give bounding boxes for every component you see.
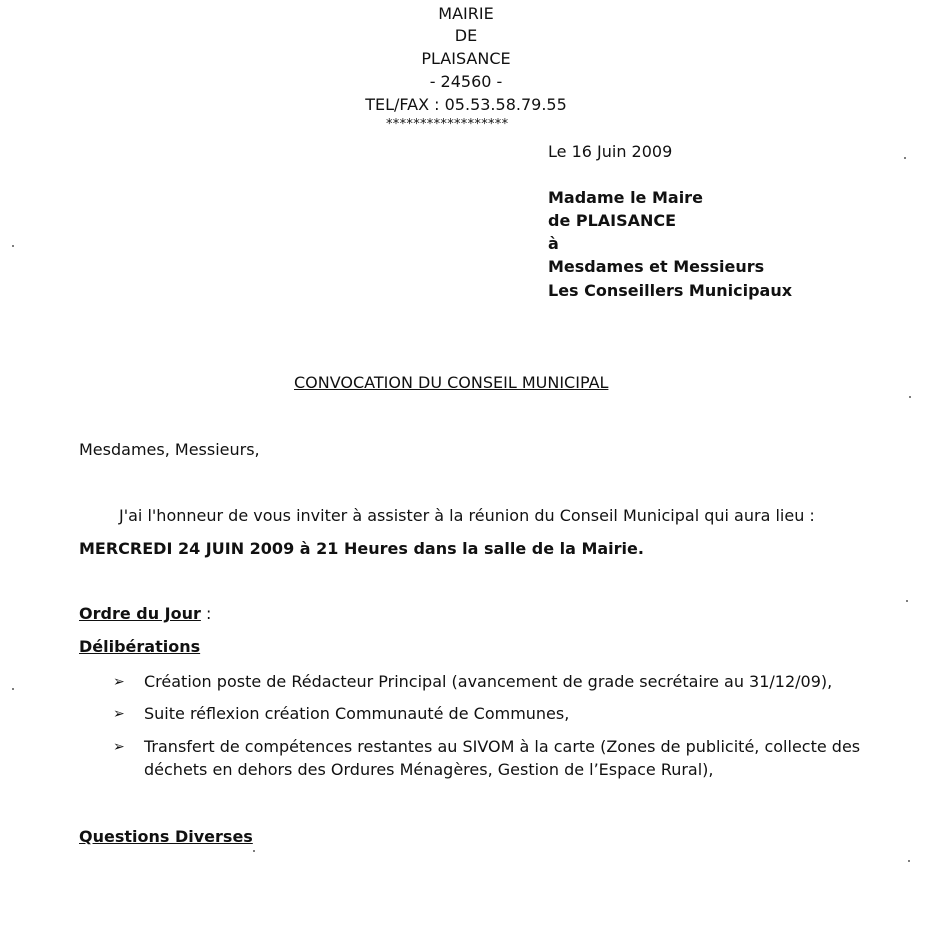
header-postal-code: - 24560 - bbox=[429, 72, 503, 91]
scan-speck bbox=[12, 688, 14, 690]
questions-heading: Questions Diverses bbox=[79, 827, 253, 846]
agenda-item-text: Transfert de compétences restantes au SIVOM à la carte (Zones de publicité, collecte des bbox=[144, 737, 861, 756]
agenda-heading bbox=[79, 603, 211, 625]
scan-speck bbox=[253, 850, 255, 852]
scan-speck bbox=[904, 157, 906, 159]
agenda-heading-colon: : bbox=[200, 604, 212, 623]
arrow-bullet-icon: ➢ bbox=[113, 739, 125, 755]
header-commune: PLAISANCE bbox=[421, 49, 511, 68]
arrow-bullet-icon: ➢ bbox=[113, 706, 125, 722]
header-mairie: MAIRIE bbox=[438, 4, 494, 23]
recipient-line: Mesdames et Messieurs bbox=[548, 257, 765, 276]
agenda-item-text: Suite réflexion création Communauté de Communes, bbox=[144, 704, 570, 723]
document-title: CONVOCATION DU CONSEIL MUNICIPAL bbox=[294, 373, 609, 392]
recipient-councillors: Les Conseillers Municipaux bbox=[548, 281, 793, 300]
header-de: DE bbox=[454, 26, 478, 45]
header-separator-stars: ****************** bbox=[386, 117, 509, 132]
scan-speck bbox=[12, 245, 14, 247]
invitation-text: J'ai l'honneur de vous inviter à assister à la réunion du Conseil Municipal qui aura lieu : bbox=[119, 506, 815, 525]
arrow-bullet-icon: ➢ bbox=[113, 674, 125, 690]
scan-speck bbox=[908, 860, 910, 862]
salutation: Mesdames, Messieurs, bbox=[79, 440, 260, 459]
sender-commune: de PLAISANCE bbox=[548, 211, 677, 230]
meeting-details: MERCREDI 24 JUIN 2009 à 21 Heures dans la salle de la Mairie. bbox=[79, 539, 644, 558]
agenda-item-text: Création poste de Rédacteur Principal (avancement de grade secrétaire au 31/12/09), bbox=[144, 672, 833, 691]
letter-date: Le 16 Juin 2009 bbox=[548, 142, 673, 161]
sender-line: Madame le Maire bbox=[548, 188, 703, 207]
header-telephone: TEL/FAX : 05.53.58.79.55 bbox=[365, 95, 567, 114]
scan-speck bbox=[909, 396, 911, 398]
deliberations-heading: Délibérations bbox=[79, 637, 201, 656]
agenda-item-text-continued: déchets en dehors des Ordures Ménagères, Gestion de l’Espace Rural), bbox=[144, 760, 714, 779]
scan-speck bbox=[906, 600, 908, 602]
agenda-heading-label: Ordre du Jour bbox=[79, 604, 201, 623]
address-to: à bbox=[548, 234, 559, 253]
